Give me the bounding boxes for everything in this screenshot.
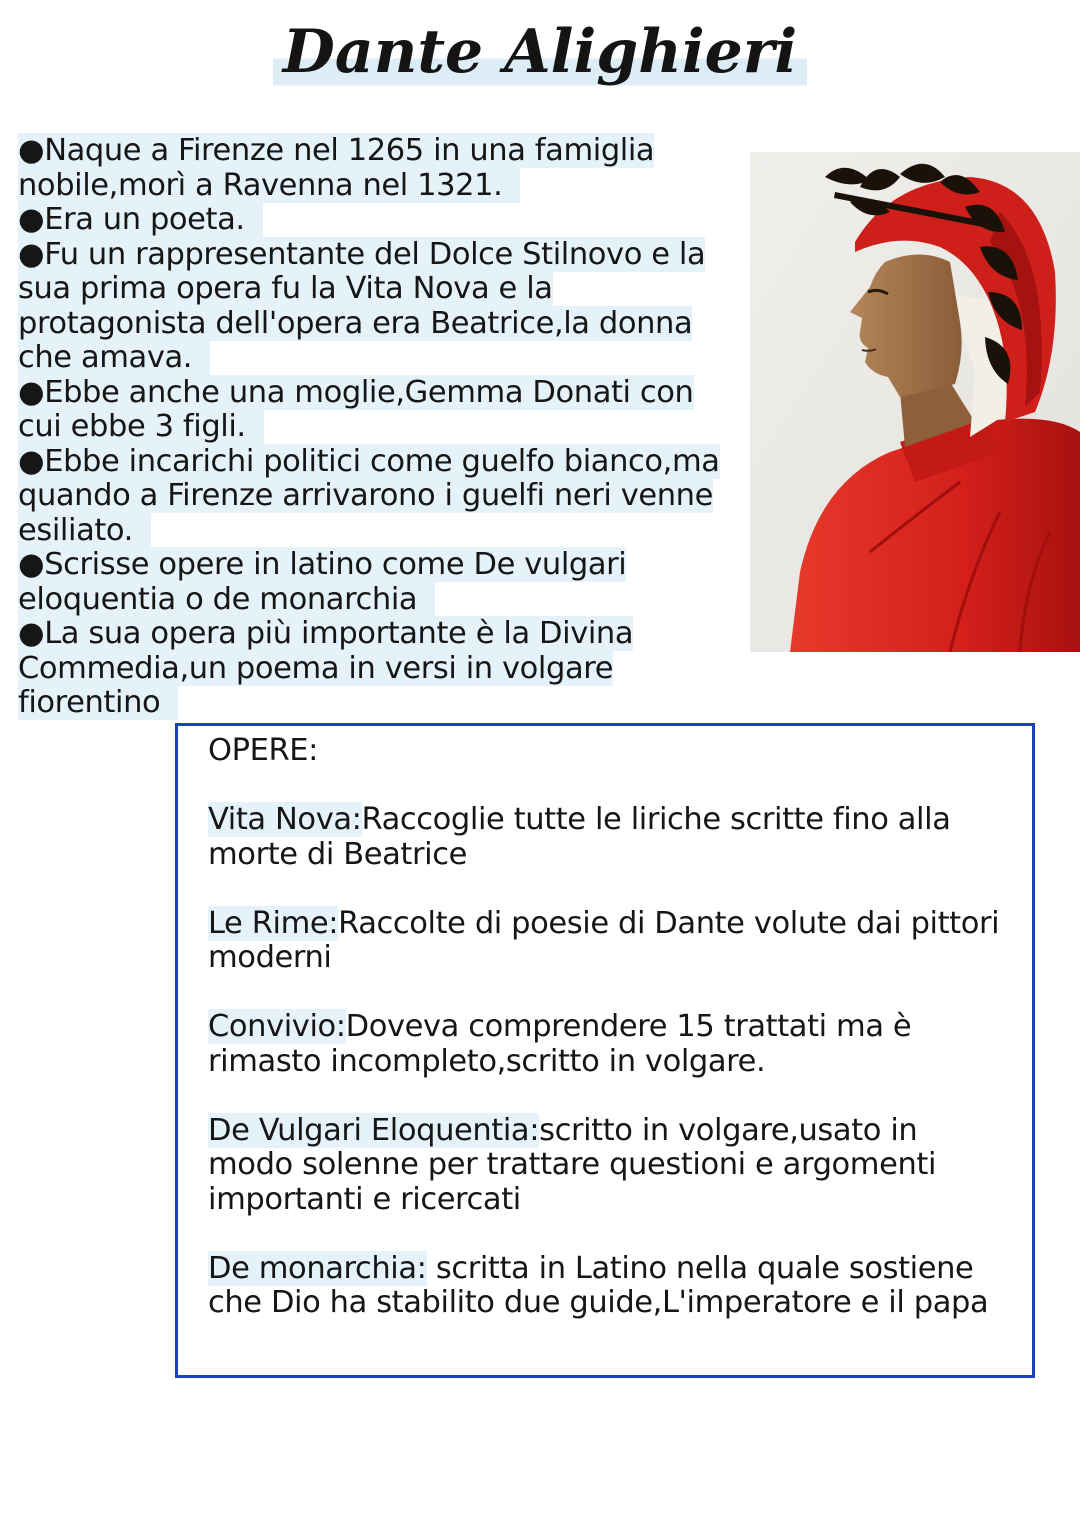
dante-portrait	[750, 152, 1080, 652]
biography	[18, 134, 738, 721]
opera-description: scritto in volgare,usato in modo solenne per trattare questioni e argomenti importanti e ricercati	[208, 1112, 937, 1217]
opera-item	[208, 1010, 1008, 1079]
bio-item	[18, 134, 738, 203]
bio-text: ●La sua opera più importante è la Divina Commedia,un poema in versi in volgare fiorentino	[18, 616, 634, 720]
bio-text: ●Naque a Firenze nel 1265 in una famiglia nobile,morì a Ravenna nel 1321.	[18, 133, 655, 203]
opera-description: Raccolte di poesie di Dante volute dai pittori moderni	[208, 905, 1000, 975]
opera-description: Doveva comprendere 15 trattati ma è rimasto incompleto,scritto in volgare.	[208, 1009, 912, 1079]
bio-item	[18, 203, 738, 238]
title-area	[0, 10, 1080, 94]
opere-box	[175, 723, 1035, 1378]
bio-item	[18, 238, 738, 376]
opera-item	[208, 1252, 1008, 1321]
opera-description: Raccoglie tutte le liriche scritte fino alla morte di Beatrice	[208, 802, 951, 872]
opere-content	[208, 734, 1008, 1355]
opera-item	[208, 803, 1008, 872]
bio-item	[18, 376, 738, 445]
bio-item	[18, 617, 738, 721]
opera-name: Le Rime:	[208, 905, 339, 941]
opera-description: scritta in Latino nella quale sostiene che Dio ha stabilito due guide,L'imperatore e il papa	[208, 1250, 989, 1320]
bio-text: ●Fu un rappresentante del Dolce Stilnovo e la sua prima opera fu la Vita Nova e la protagonista dell'opera era Beatrice,la donna che amava.	[18, 236, 706, 375]
opera-item	[208, 1114, 1008, 1218]
opera-name: Vita Nova:	[208, 802, 362, 837]
opera-name: De monarchia:	[208, 1250, 427, 1286]
bio-text: ●Scrisse opere in latino come De vulgari eloquentia o de monarchia	[18, 547, 627, 617]
opere-heading: OPERE:	[208, 733, 319, 768]
page-title: Dante Alighieri	[273, 10, 807, 94]
opera-name: Convivio:	[208, 1009, 346, 1044]
bio-text: ●Era un poeta.	[18, 202, 263, 237]
bio-item	[18, 548, 738, 617]
opera-name: De Vulgari Eloquentia:	[208, 1112, 540, 1148]
bio-item	[18, 445, 738, 549]
opera-item	[208, 907, 1008, 976]
bio-text: ●Ebbe anche una moglie,Gemma Donati con cui ebbe 3 figli.	[18, 374, 694, 444]
bio-text: ●Ebbe incarichi politici come guelfo bianco,ma quando a Firenze arrivarono i guelfi neri venne esiliato.	[18, 443, 720, 548]
